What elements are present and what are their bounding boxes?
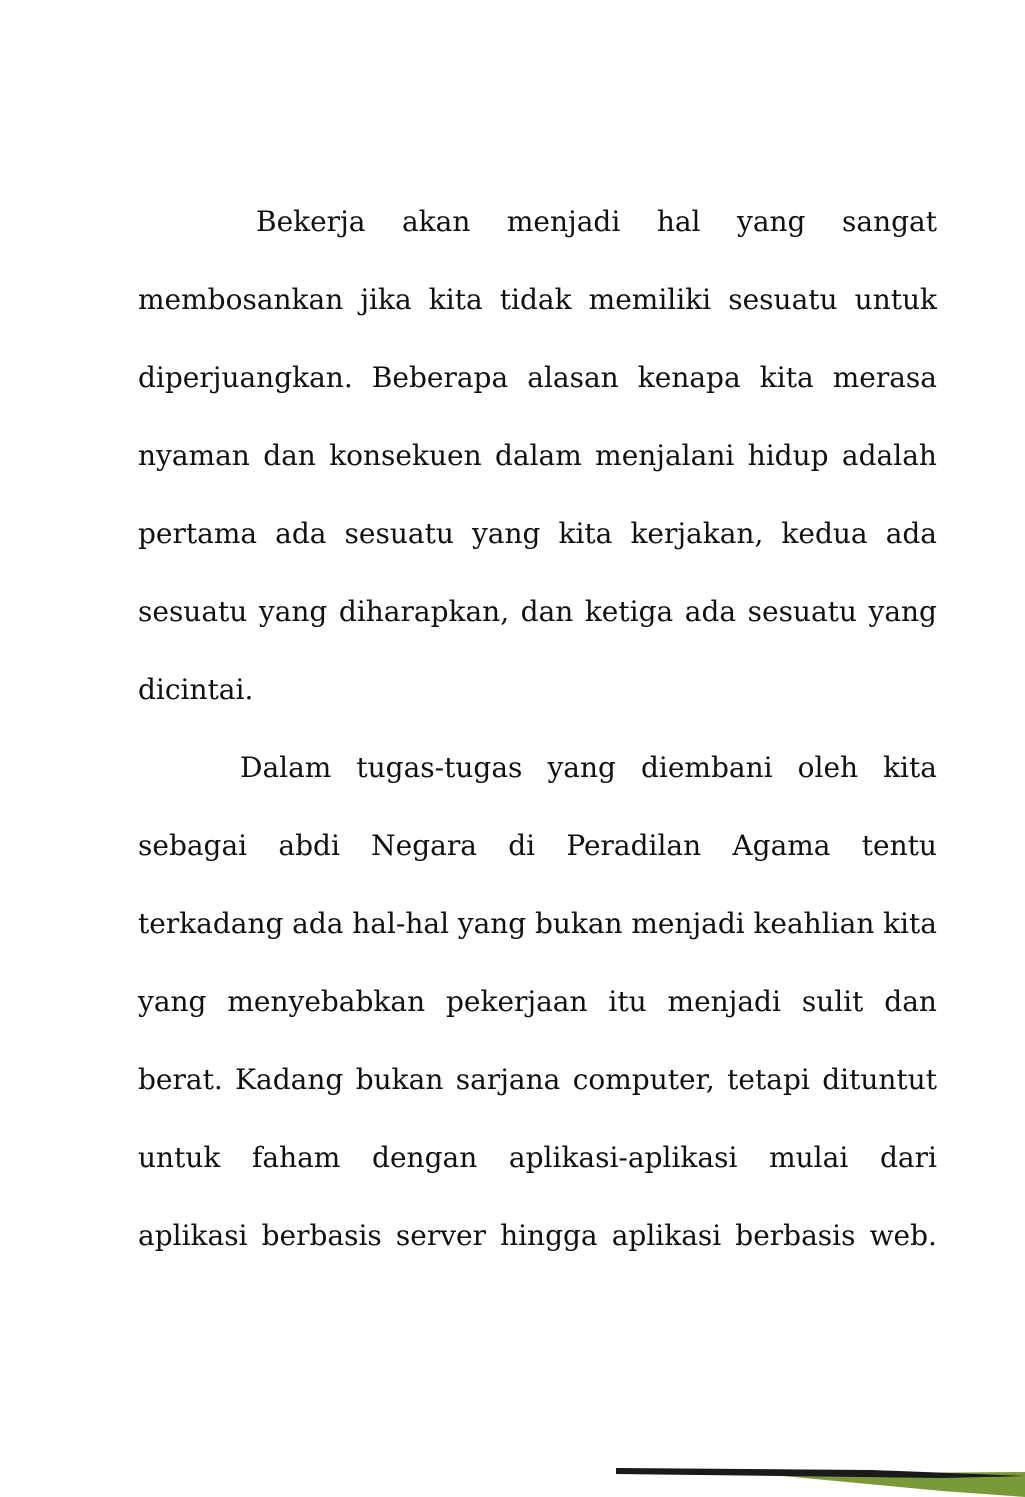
text-line: [138, 430, 937, 508]
text-line: [138, 508, 937, 586]
text-line: [138, 586, 937, 664]
word: yang: [737, 205, 806, 238]
word: sesuatu: [344, 517, 454, 550]
word: menjadi: [667, 985, 781, 1018]
word: abdi: [278, 829, 340, 862]
word: menjalani: [595, 439, 735, 472]
text-line: [138, 820, 937, 898]
word: computer,: [572, 1063, 715, 1096]
word: untuk: [138, 1141, 221, 1174]
word: aplikasi: [611, 1219, 722, 1252]
word: ketiga: [584, 595, 674, 628]
text-line: [138, 664, 937, 742]
word: yang: [457, 907, 527, 940]
word: aplikasi-aplikasi: [508, 1141, 738, 1174]
word: membosankan: [138, 283, 344, 316]
word: Peradilan: [566, 829, 702, 862]
word: merasa: [832, 361, 937, 394]
word: tidak: [499, 283, 572, 316]
word: hingga: [500, 1219, 598, 1252]
word: yang: [258, 595, 328, 628]
word: yang: [868, 595, 937, 628]
word: pertama: [138, 517, 258, 550]
word: Agama: [732, 829, 831, 862]
word: sesuatu: [728, 283, 838, 316]
word: dan: [520, 595, 574, 628]
word: jika: [360, 283, 412, 316]
word: yang: [471, 517, 541, 550]
text-line: [138, 742, 937, 820]
word: kedua: [781, 517, 868, 550]
word: diperjuangkan.: [138, 361, 353, 394]
word: menjadi: [506, 205, 621, 238]
word: yang: [138, 985, 207, 1018]
word: kenapa: [637, 361, 741, 394]
word: terkadang: [138, 907, 284, 940]
word: untuk: [854, 283, 937, 316]
word: berbasis: [735, 1219, 856, 1252]
text-line: [138, 352, 937, 430]
footer-decoration: [612, 1458, 1025, 1497]
word: web.: [869, 1219, 937, 1252]
word: dituntut: [822, 1063, 937, 1096]
word: sulit: [801, 985, 864, 1018]
word: Bekerja: [256, 205, 366, 238]
word: di: [508, 829, 536, 862]
text-line: [138, 1132, 937, 1210]
word: berat.: [138, 1063, 223, 1096]
word: kita: [883, 907, 937, 940]
word: pekerjaan: [446, 985, 588, 1018]
word: dalam: [494, 439, 582, 472]
text-line: [138, 1210, 937, 1288]
word: tentu: [861, 829, 937, 862]
word: berbasis: [261, 1219, 382, 1252]
word: ada: [292, 907, 344, 940]
word: kita: [883, 751, 937, 784]
text-line: [138, 898, 937, 976]
word: hal-hal: [352, 907, 450, 940]
word: ada: [885, 517, 937, 550]
word: sangat: [842, 205, 937, 238]
word: alasan: [527, 361, 619, 394]
word: adalah: [841, 439, 937, 472]
word: sarjana: [455, 1063, 561, 1096]
word: yang: [547, 751, 616, 784]
word: faham: [252, 1141, 341, 1174]
word: dengan: [372, 1141, 478, 1174]
text-line: [138, 1054, 937, 1132]
word: konsekuen: [329, 439, 482, 472]
word: dan: [884, 985, 937, 1018]
word: akan: [401, 205, 471, 238]
word: kita: [558, 517, 613, 550]
word: bukan: [534, 907, 623, 940]
word: memiliki: [588, 283, 712, 316]
word: Dalam: [240, 751, 332, 784]
word: oleh: [797, 751, 859, 784]
word: itu: [608, 985, 647, 1018]
word: Kadang: [235, 1063, 344, 1096]
word: tetapi: [727, 1063, 810, 1096]
word: hal: [656, 205, 701, 238]
word: sebagai: [138, 829, 248, 862]
word: kita: [428, 283, 483, 316]
word: sesuatu: [747, 595, 857, 628]
word: sesuatu: [138, 595, 248, 628]
word: hidup: [747, 439, 829, 472]
word: diharapkan,: [338, 595, 510, 628]
body-text: [138, 196, 937, 1288]
word: dicintai.: [138, 673, 254, 706]
text-line: [138, 274, 937, 352]
word: kita: [759, 361, 814, 394]
word: kerjakan,: [630, 517, 764, 550]
word: server: [395, 1219, 486, 1252]
word: Negara: [371, 829, 477, 862]
text-line: [138, 196, 937, 274]
word: Beberapa: [371, 361, 509, 394]
word: keahlian: [753, 907, 875, 940]
word: bukan: [355, 1063, 444, 1096]
word: mulai: [769, 1141, 849, 1174]
word: dan: [263, 439, 316, 472]
word: menyebabkan: [227, 985, 426, 1018]
word: diembani: [640, 751, 773, 784]
word: tugas-tugas: [356, 751, 523, 784]
word: aplikasi: [138, 1219, 248, 1252]
word: menjadi: [631, 907, 745, 940]
word: dari: [879, 1141, 937, 1174]
word: ada: [684, 595, 737, 628]
text-line: [138, 976, 937, 1054]
word: nyaman: [138, 439, 250, 472]
word: ada: [275, 517, 327, 550]
